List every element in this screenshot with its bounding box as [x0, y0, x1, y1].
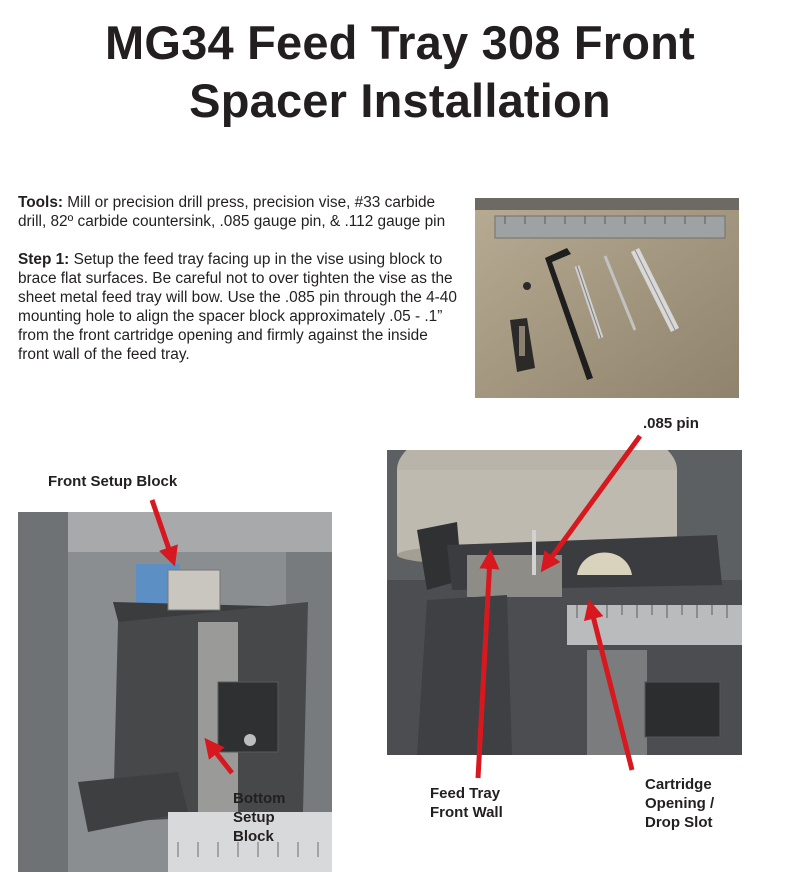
bottom-setup-block-line-1: Bottom	[233, 790, 286, 807]
pin-label: .085 pin	[643, 415, 699, 432]
cartridge-opening-line-3: Drop Slot	[645, 814, 713, 831]
step1-text: Setup the feed tray facing up in the vise using block to brace flat surfaces. Be careful not to over tighten the vise as the sheet metal feed tray will bow. Use the .085 pin through the 4-40 mounting hole to align the spacer block approximately .05 - .1” from the front cartridge opening and firmly against the inside front wall of the feed tray.	[18, 251, 457, 363]
tools-paragraph	[18, 193, 458, 231]
front-setup-block-label: Front Setup Block	[48, 473, 178, 490]
feed-tray-front-wall-line-1: Feed Tray	[430, 785, 501, 802]
title-line-2: Spacer Installation	[189, 74, 611, 127]
tools-text: Mill or precision drill press, precision vise, #33 carbide drill, 82º carbide countersink, .085 gauge pin, & .112 gauge pin	[18, 194, 446, 230]
title-line-1: MG34 Feed Tray 308 Front	[105, 16, 695, 69]
step1-paragraph	[18, 250, 458, 364]
bottom-setup-block-line-3: Block	[233, 828, 274, 845]
feed-tray-front-wall-line-2: Front Wall	[430, 804, 503, 821]
spacer-alignment-photo	[387, 450, 742, 755]
cartridge-opening-line-1: Cartridge	[645, 776, 712, 793]
bottom-setup-block-label	[233, 789, 286, 846]
cartridge-opening-line-2: Opening /	[645, 795, 715, 812]
step1-label: Step 1:	[18, 251, 70, 268]
feed-tray-front-wall-label	[430, 784, 503, 822]
page-title	[0, 14, 800, 130]
tools-photo	[475, 198, 739, 398]
bottom-setup-block-line-2: Setup	[233, 809, 275, 826]
tools-label: Tools:	[18, 194, 64, 211]
instructions	[18, 193, 458, 383]
cartridge-opening-label	[645, 775, 714, 832]
